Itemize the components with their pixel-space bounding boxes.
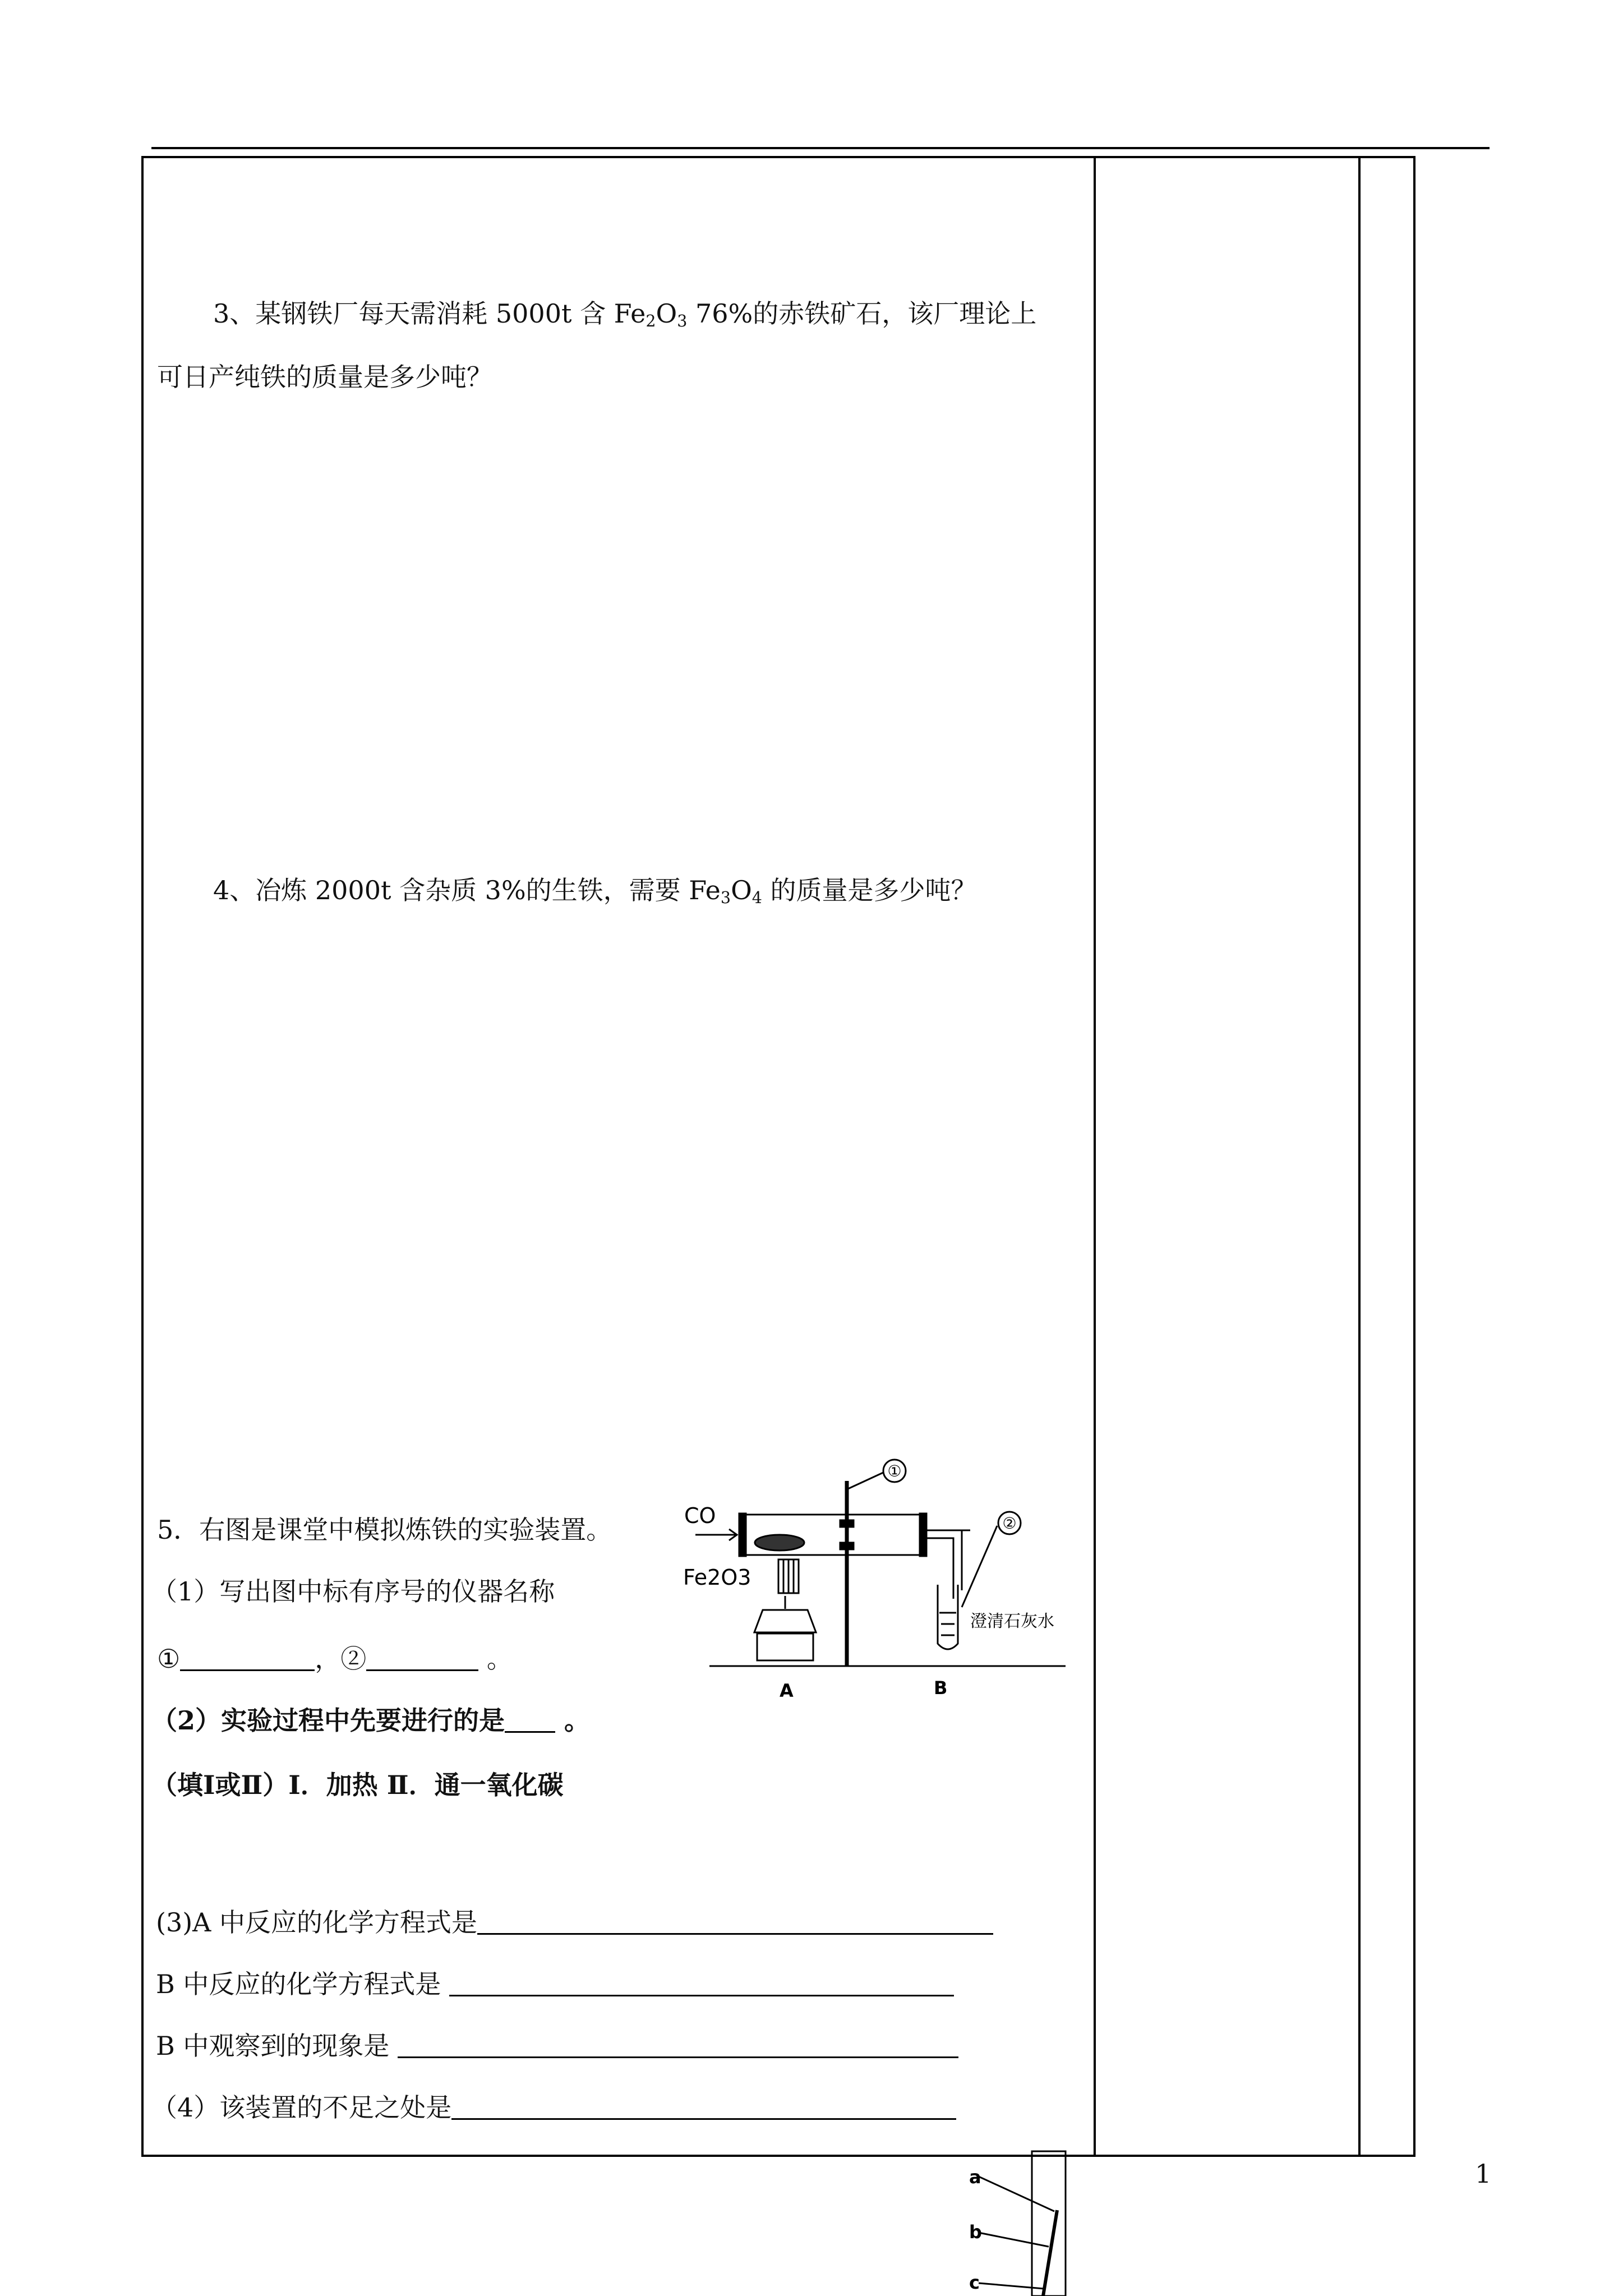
question-3-line-2: 可日产纯铁的质量是多少吨？: [157, 362, 492, 392]
answer-blank-4[interactable]: [477, 1911, 993, 1935]
worksheet-table: [141, 156, 1415, 2157]
answer-blank-7[interactable]: [451, 2096, 956, 2120]
clamp-top: [840, 1520, 854, 1527]
question-5-part-3b: B 中反应的化学方程式是: [156, 1969, 954, 2000]
limewater-label: 澄清石灰水: [970, 1612, 1054, 1631]
question-4: 4、冶炼 2000t 含杂质 3%的生铁，需要 $Fe_3O_4$ 的质量是多少吨？: [213, 875, 977, 908]
question-5-intro: 5．右图是课堂中模拟炼铁的实验装置。: [157, 1515, 612, 1545]
answer-blank-2[interactable]: [366, 1647, 478, 1671]
question-5-part-1-blanks: ① ，② 。: [157, 1644, 513, 1674]
question-3-line-1: 3、某钢铁厂每天需消耗 5000t 含 $Fe_2O_3$ 76%的赤铁矿石，该厂理论上: [213, 298, 1037, 331]
label-b: b: [969, 2221, 982, 2243]
answer-blank-6[interactable]: [398, 2034, 958, 2058]
answer-blank-3[interactable]: [505, 1709, 555, 1733]
marker-1: ①: [887, 1462, 902, 1480]
label-a: a: [969, 2166, 981, 2188]
question-5-part-4: （4）该装置的不足之处是: [151, 2092, 956, 2123]
table-column-divider-1: [1094, 156, 1096, 2157]
header-rule: [151, 147, 1490, 149]
right-stopper: [920, 1513, 926, 1556]
glass-cylinder: [1032, 2151, 1066, 2296]
clamp-bottom: [840, 1543, 854, 1549]
pointer-1: [847, 1473, 883, 1489]
page-number: 1: [1475, 2159, 1492, 2189]
fe2o3-label: Fe2O3: [683, 1565, 751, 1590]
marker-2: ②: [1002, 1514, 1017, 1533]
label-c: c: [969, 2272, 980, 2293]
apparatus-a-label: A: [780, 1680, 794, 1701]
answer-blank-5[interactable]: [449, 1972, 954, 1996]
apparatus-b-label: B: [934, 1677, 948, 1699]
pointer-2: [962, 1526, 997, 1607]
alcohol-lamp-top: [754, 1610, 816, 1632]
table-column-divider-2: [1358, 156, 1361, 2157]
question-5-part-2: （2）实验过程中先要进行的是 。: [151, 1705, 591, 1736]
test-tube: [938, 1585, 958, 1649]
question-5-part-2-hint: （填Ⅰ或Ⅱ）Ⅰ．加热 Ⅱ．通一氧化碳: [151, 1770, 564, 1800]
delivery-tube: [926, 1530, 962, 1590]
question-5-part-3a: (3)A 中反应的化学方程式是: [156, 1907, 993, 1938]
co-label: CO: [684, 1503, 716, 1528]
candle-flame-figure: [948, 2148, 1077, 2296]
fe2o3-powder: [755, 1535, 804, 1550]
left-stopper: [739, 1513, 746, 1556]
inner-rod: [1043, 2210, 1057, 2296]
question-5-part-1: （1）写出图中标有序号的仪器名称: [151, 1576, 555, 1607]
iron-smelting-apparatus-figure: [679, 1458, 1071, 1705]
alcohol-lamp-body: [757, 1634, 813, 1660]
question-5-part-3c: B 中观察到的现象是: [156, 2031, 958, 2062]
answer-blank-1[interactable]: [180, 1647, 315, 1671]
